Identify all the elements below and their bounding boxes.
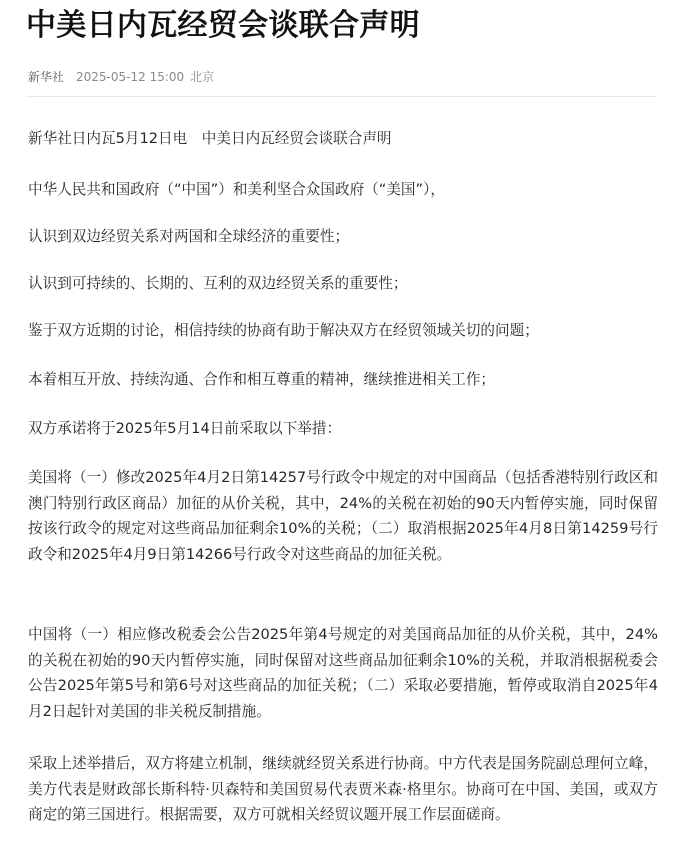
source-label[interactable]: 新华社 xyxy=(28,70,65,84)
paragraph-us-measures: 美国将（一）修改2025年4月2日第14257号行政令中规定的对中国商品（包括香港特别行政区和澳门特别行政区商品）加征的从价关税，其中，24%的关税在初始的90天内暂停实施，同时保留按该行政令的规定对这些商品加征剩余10%的关税；（二）取消根据2025年4月8日第14259号行政令和2025年4月9日第14266号行政令对这些商品的加征关税。 xyxy=(28,469,658,563)
paragraph-commitment: 双方承诺将于2025年5月14日前采取以下举措： xyxy=(28,420,342,437)
paragraph-mechanism: 采取上述举措后，双方将建立机制，继续就经贸关系进行协商。中方代表是国务院副总理何立峰，美方代表是财政部长斯科特·贝森特和美国贸易代表贾米森·格里尔。协商可在中国、美国，或双方商定的第三国进行。根据需要，双方可就相关经贸议题开展工作层面磋商。 xyxy=(28,755,658,823)
article-meta xyxy=(28,68,214,86)
paragraph-recognition-2: 认识到可持续的、长期的、互利的双边经贸关系的重要性； xyxy=(28,275,408,292)
paragraph-discussion: 鉴于双方近期的讨论，相信持续的协商有助于解决双方在经贸领域关切的问题； xyxy=(28,322,539,339)
paragraph-recognition-1: 认识到双边经贸关系对两国和全球经济的重要性； xyxy=(28,228,350,245)
publish-datetime: 2025-05-12 15:00 xyxy=(76,70,185,84)
article-title: 中美日内瓦经贸会谈联合声明 xyxy=(26,8,420,43)
paragraph-parties: 中华人民共和国政府（“中国”）和美利坚合众国政府（“美国”）， xyxy=(28,181,445,198)
paragraph-spirit: 本着相互开放、持续沟通、合作和相互尊重的精神，继续推进相关工作； xyxy=(28,371,496,388)
divider xyxy=(26,96,656,97)
dateline-location: 北京 xyxy=(190,70,215,84)
paragraph-china-measures: 中国将（一）相应修改税委会公告2025年第4号规定的对美国商品加征的从价关税，其中，24%的关税在初始的90天内暂停实施，同时保留对这些商品加征剩余10%的关税，并取消根据税委会公告2025年第5号和第6号对这些商品的加征关税；（二）采取必要措施，暂停或取消自2025年4月2日起针对美国的非关税反制措施。 xyxy=(28,626,658,720)
paragraph-dateline: 新华社日内瓦5月12日电 中美日内瓦经贸会谈联合声明 xyxy=(28,130,392,147)
